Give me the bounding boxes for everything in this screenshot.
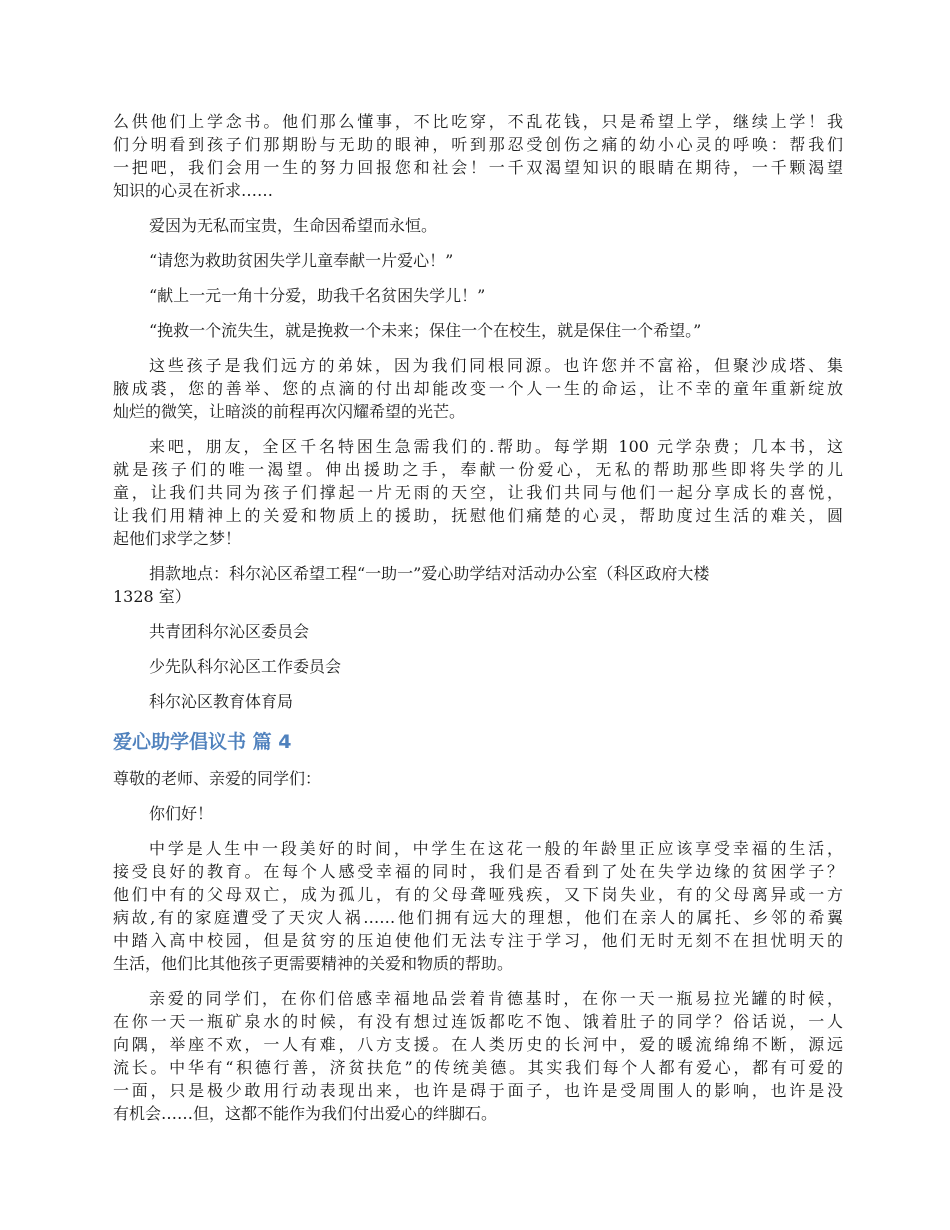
text-line: 在你一天一瓶矿泉水的时候，有没有想过连饭都吃不饱、饿着肚子的同学？俗话说，一人 <box>113 1012 843 1031</box>
section-heading: 爱心助学倡议书 篇 4 <box>113 731 292 753</box>
greeting: 尊敬的老师、亲爱的同学们： <box>113 769 322 788</box>
text-line: 生活，他们比其他孩子更需要精神的关爱和物质的帮助。 <box>113 954 514 973</box>
text-line: 们分明看到孩子们那期盼与无助的眼神，听到那忍受创伤之痛的幼小心灵的呼唤：帮我们 <box>113 135 843 154</box>
text-line: 有机会……但，这都不能作为我们付出爱心的绊脚石。 <box>113 1104 498 1123</box>
text-line: 流长。中华有“积德行善，济贫扶危”的传统美德。其实我们每个人都有爱心，都有可爱的 <box>113 1058 843 1077</box>
organization-3: 科尔沁区教育体育局 <box>149 692 294 711</box>
text-line: 起他们求学之梦！ <box>113 529 242 548</box>
text-line: 他们中有的父母双亡，成为孤儿，有的父母聋哑残疾，又下岗失业，有的父母离异或一方 <box>113 885 843 904</box>
slogan-1: “请您为救助贫困失学儿童奉献一片爱心！” <box>149 251 454 270</box>
slogan-3: “挽救一个流失生，就是挽救一个未来；保住一个在校生，就是保住一个希望。” <box>149 321 702 340</box>
text-line: 捐款地点：科尔沁区希望工程“一助一”爱心助学结对活动办公室（科区政府大楼 <box>149 564 710 583</box>
text-line: 腋成裘，您的善举、您的点滴的付出却能改变一个人一生的命运，让不幸的童年重新绽放 <box>113 379 843 398</box>
text-line: 知识的心灵在祈求…… <box>113 181 274 200</box>
text-line: 病故,有的家庭遭受了天灾人祸……他们拥有远大的理想，他们在亲人的属托、乡邻的希翼 <box>113 908 843 927</box>
text-line: 1328 室） <box>113 587 191 606</box>
text-line: 中踏入高中校园，但是贫穷的压迫使他们无法专注于学习，他们无时无刻不在担忧明天的 <box>113 931 843 950</box>
text-line: 中学是人生中一段美好的时间，中学生在这花一般的年龄里正应该享受幸福的生活， <box>149 839 843 858</box>
text-line: 就是孩子们的唯一渴望。伸出援助之手，奉献一份爱心，无私的帮助那些即将失学的儿 <box>113 460 843 479</box>
paragraph-love-hope: 爱因为无私而宝贵，生命因希望而永恒。 <box>149 216 438 235</box>
paragraph-siblings <box>113 354 843 423</box>
slogan-2: “献上一元一角十分爱，助我千名贫困失学儿！” <box>149 286 486 305</box>
paragraph-call-to-action <box>113 435 843 550</box>
organization-1: 共青团科尔沁区委员会 <box>149 622 310 641</box>
text-line: 接受良好的教育。在每个人感受幸福的同时，我们是否看到了处在失学边缘的贫困学子？ <box>113 862 843 881</box>
hello: 你们好！ <box>149 804 214 823</box>
text-line: 童，让我们共同为孩子们撑起一片无雨的天空，让我们共同与他们一起分享成长的喜悦， <box>113 483 843 502</box>
document-page <box>113 110 843 1137</box>
text-line: 来吧，朋友，全区千名特困生急需我们的.帮助。每学期 100 元学杂费；几本书，这 <box>149 437 843 456</box>
text-line: 灿烂的微笑，让暗淡的前程再次闪耀希望的光芒。 <box>113 402 466 421</box>
paragraph-appeal-continued <box>113 110 843 202</box>
text-line: 向隅，举座不欢，一人有难，八方支援。在人类历史的长河中，爱的暖流绵绵不断，源远 <box>113 1035 843 1054</box>
text-line: 这些孩子是我们远方的弟妹，因为我们同根同源。也许您并不富裕，但聚沙成塔、集 <box>149 356 843 375</box>
text-line: 亲爱的同学们，在你们倍感幸福地品尝着肯德基时，在你一天一瓶易拉光罐的时候， <box>149 989 843 1008</box>
paragraph-middle-school <box>113 837 843 975</box>
paragraph-dear-students <box>113 987 843 1125</box>
text-line: 一面，只是极少敢用行动表现出来，也许是碍于面子，也许是受周围人的影响，也许是没 <box>113 1081 843 1100</box>
text-line: 么供他们上学念书。他们那么懂事，不比吃穿，不乱花钱，只是希望上学，继续上学！我 <box>113 112 843 131</box>
text-line: 让我们用精神上的关爱和物质上的援助，抚慰他们痛楚的心灵，帮助度过生活的难关，圆 <box>113 506 843 525</box>
text-line: 一把吧，我们会用一生的努力回报您和社会！一千双渴望知识的眼睛在期待，一千颗渴望 <box>113 158 843 177</box>
organization-2: 少先队科尔沁区工作委员会 <box>149 657 342 676</box>
paragraph-donation-location <box>113 562 843 608</box>
